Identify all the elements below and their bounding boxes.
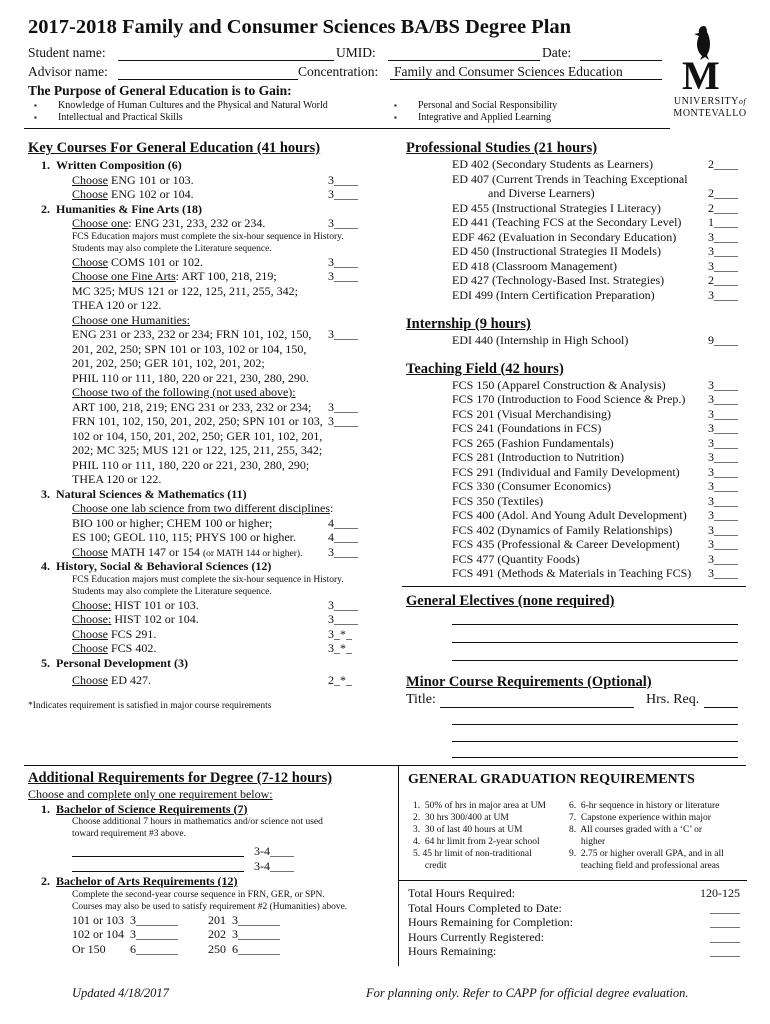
graduation-item: 4. 64 hr limit from 2-year school [413, 837, 540, 847]
bs-note: Choose additional 7 hours in mathematics and/or science not used [72, 817, 323, 827]
gened-section [28, 140, 370, 712]
bs-note: toward requirement #3 above. [72, 829, 186, 839]
graduation-item: 9. 2.75 or higher overall GPA, and in all [569, 849, 724, 859]
gened-s5-title: 5. Personal Development (3) [41, 655, 188, 670]
gened-line: MC 325; MUS 121 or 122, 125, 211, 255, 342; [72, 283, 298, 298]
graduation-item: 6. 6-hr sequence in history or literature [569, 801, 720, 811]
course-row: FCS 402 (Dynamics of Family Relationships) 3____ [452, 522, 738, 537]
course-row: FCS 477 (Quantity Foods) 3____ [452, 551, 738, 566]
professional-list [406, 157, 746, 302]
footnote: *Indicates requirement is satisfied in major course requirements [28, 700, 272, 711]
course-row: FCS 265 (Fashion Fundamentals) 3____ [452, 435, 738, 450]
course-row: and Diverse Learners) 2____ [452, 186, 738, 200]
divider [402, 586, 746, 587]
course-row: FCS 330 (Consumer Economics) 3____ [452, 479, 738, 493]
additional-section [28, 770, 392, 956]
purpose-list-right [394, 100, 557, 124]
gened-row: Choose one Fine Arts: ART 100, 218, 219; 3____ [72, 269, 358, 283]
additional-heading: Additional Requirements for Degree (7-12 hours) [28, 770, 333, 786]
gened-heading: Key Courses For General Education (41 hours) [28, 140, 321, 156]
course-row: FCS 281 (Introduction to Nutrition) 3____ [452, 450, 738, 464]
gened-line: 102 or 104, 150, 201, 202, 250; GER 101, 102, 201, [72, 428, 323, 443]
gened-row: FRN 101, 102, 150, 201, 202, 250; SPN 101 or 103, 3____ [72, 414, 358, 428]
gened-row: Choose one: ENG 231, 233, 232 or 234. 3____ [72, 216, 358, 230]
gened-note: FCS Education majors must complete the six-hour sequence in History. [72, 574, 344, 585]
advisor-row [28, 64, 668, 82]
teaching-heading: Teaching Field (42 hours) [406, 360, 564, 377]
logo-wordmark-bottom: MONTEVALLO [673, 108, 747, 119]
electives-line[interactable] [452, 660, 738, 661]
date-label: Date: [542, 45, 572, 60]
additional-sub: Choose and complete only one requirement below: [28, 787, 273, 801]
electives-line[interactable] [452, 624, 738, 625]
gened-note: Students may also complete the Literature sequence. [72, 243, 272, 254]
gened-line: 201, 202, 250; GER 101, 102, 201, 202; [72, 356, 265, 370]
gened-line: Choose one Humanities: [72, 312, 190, 327]
totals-table [408, 886, 744, 959]
purpose-item: ▪ Intellectual and Practical Skills [34, 112, 328, 124]
logo-wordmark-top: UNIVERSITYof [673, 96, 747, 107]
advisor-label: Advisor name: [28, 64, 108, 79]
course-row: ED 427 (Technology-Based Inst. Strategies) 2____ [452, 273, 738, 287]
graduation-item: credit [413, 861, 447, 871]
graduation-item: 8. All courses graded with a ‘C’ or [569, 825, 703, 835]
ba-note: Courses may also be used to satisfy requirement #2 (Humanities) above. [72, 901, 348, 912]
graduation-list-right [569, 800, 724, 872]
ba-row: 101 or 103 3_______ 201 3_______ [72, 912, 280, 927]
graduation-item: 1. 50% of hrs in major area at UM [413, 801, 546, 811]
minor-line[interactable] [452, 741, 738, 742]
gened-row: Choose ENG 101 or 103. 3____ [72, 172, 358, 187]
graduation-item: higher [569, 837, 606, 847]
internship-heading: Internship (9 hours) [406, 316, 531, 332]
course-row: FCS 150 (Apparel Construction & Analysis) 3____ [452, 377, 738, 392]
logo-monogram: M [682, 53, 720, 98]
gened-line: 201, 202, 250; SPN 101 or 103, 102 or 104, 150, [72, 341, 307, 356]
minor-line[interactable] [452, 757, 738, 758]
course-row: FCS 400 (Adol. And Young Adult Development) 3____ [452, 508, 738, 522]
minor-title-label: Title: [406, 692, 436, 707]
teaching-list [406, 378, 746, 581]
gened-line: Choose one lab science from two different disciplines: [72, 501, 334, 515]
page-title: 2017-2018 Family and Consumer Sciences BA/BS Degree Plan [28, 16, 572, 38]
course-row: FCS 350 (Textiles) 3____ [452, 493, 738, 508]
minor-hrs-field[interactable] [704, 707, 738, 708]
course-row: FCS 491 (Methods & Materials in Teaching FCS) 3____ [452, 566, 738, 580]
course-row: EDF 462 (Evaluation in Secondary Education) 3____ [452, 229, 738, 244]
bs-line: 3-4____ [72, 859, 392, 874]
course-row: ED 407 (Current Trends in Teaching Exceptional [452, 171, 688, 186]
ba-title: 2. Bachelor of Arts Requirements (12) [41, 874, 238, 888]
gened-row: Choose FCS 291. 3_*_ [72, 626, 352, 641]
gened-row: Choose: HIST 102 or 104. 3____ [72, 612, 358, 626]
graduation-item: teaching field and professional areas [569, 861, 720, 871]
student-name-field[interactable] [118, 60, 334, 61]
gened-s1-title: 1. Written Composition (6) [41, 158, 182, 172]
gened-line: THEA 120 or 122. [72, 472, 162, 486]
concentration-underline [390, 79, 662, 80]
course-row: ED 402 (Secondary Students as Learners) 2____ [452, 157, 738, 171]
concentration-label: Concentration: [298, 64, 379, 79]
course-row: FCS 241 (Foundations in FCS) 3____ [452, 421, 738, 435]
electives-heading: General Electives (none required) [406, 593, 615, 609]
ba-note: Complete the second-year course sequence in FRN, GER, or SPN. [72, 889, 325, 900]
minor-line[interactable] [452, 724, 738, 725]
graduation-item: 3. 30 of last 40 hours at UM [413, 825, 523, 835]
course-row: FCS 201 (Visual Merchandising) 3____ [452, 406, 738, 421]
gened-row: BIO 100 or higher; CHEM 100 or higher; 4____ [72, 515, 358, 530]
divider [399, 880, 747, 881]
footer-updated: Updated 4/18/2017 [72, 986, 169, 1000]
gened-line: THEA 120 or 122. [72, 298, 162, 312]
course-row: FCS 291 (Individual and Family Development) 3____ [452, 464, 738, 479]
gened-s3-title: 3. Natural Sciences & Mathematics (11) [41, 486, 247, 501]
gened-line: PHIL 110 or 111, 180, 220 or 221, 230, 280, 290; [72, 457, 310, 472]
graduation-box [398, 766, 747, 966]
student-name-label: Student name: [28, 45, 106, 60]
minor-heading: Minor Course Requirements (Optional) [406, 674, 652, 690]
gened-row: Choose ED 427. 2_*_ [72, 673, 352, 687]
gened-row: Choose COMS 101 or 102. 3____ [72, 254, 358, 269]
ba-row: Or 150 6_______ 250 6_______ [72, 941, 280, 956]
totals-row: Hours Remaining for Completion: _____ [408, 915, 740, 929]
course-row: ED 418 (Classroom Management) 3____ [452, 258, 738, 273]
course-row: EDI 440 (Internship in High School) 9____ [452, 333, 738, 347]
university-logo [660, 20, 760, 119]
gened-row: Choose FCS 402. 3_*_ [72, 641, 352, 655]
gened-s4-title: 4. History, Social & Behavioral Sciences (12) [41, 559, 272, 573]
ba-row: 102 or 104 3_______ 202 3_______ [72, 927, 280, 941]
advisor-field[interactable] [118, 79, 298, 80]
professional-section [406, 140, 746, 581]
graduation-item: 7. Capstone experience within major [569, 813, 711, 823]
gened-row: ENG 231 or 233, 232 or 234; FRN 101, 102, 150, 3____ [72, 327, 358, 341]
gened-row: ART 100, 218, 219; ENG 231 or 233, 232 or 234; 3____ [72, 399, 358, 414]
purpose-item: ▪ Knowledge of Human Cultures and the Physical and Natural World [34, 100, 328, 112]
footer-disclaimer: For planning only. Refer to CAPP for official degree evaluation. [366, 986, 689, 1000]
course-row: EDI 499 (Intern Certification Preparation) 3____ [452, 287, 738, 302]
course-row: FCS 435 (Professional & Career Development) 3____ [452, 537, 738, 551]
bs-blank[interactable] [72, 856, 244, 857]
umid-field[interactable] [388, 60, 540, 61]
gened-line: 202; MC 325; MUS 121 or 122, 125, 211, 255, 342; [72, 443, 323, 457]
course-row: ED 441 (Teaching FCS at the Secondary Level) 1____ [452, 215, 738, 229]
electives-line[interactable] [452, 642, 738, 643]
graduation-item: 5. 45 hr limit of non-traditional [413, 849, 532, 859]
purpose-item: ▪ Personal and Social Responsibility [394, 100, 557, 112]
bs-title: 1. Bachelor of Science Requirements (7) [41, 801, 248, 816]
course-row: ED 450 (Instructional Strategies II Models) 3____ [452, 244, 738, 258]
purpose-list-left [34, 100, 328, 124]
gened-row: Choose: HIST 101 or 103. 3____ [72, 597, 358, 612]
gened-note: Students may also complete the Literature sequence. [72, 586, 272, 597]
purpose-item: ▪ Integrative and Applied Learning [394, 112, 557, 124]
gened-note: FCS Education majors must complete the six-hour sequence in History. [72, 231, 344, 242]
totals-row: Total Hours Completed to Date: _____ [408, 900, 740, 915]
purpose-heading: The Purpose of General Education is to Gain: [28, 83, 292, 98]
graduation-heading: GENERAL GRADUATION REQUIREMENTS [408, 772, 695, 787]
gened-row: Choose ENG 102 or 104. 3____ [72, 187, 358, 201]
totals-row: Total Hours Required: 120-125 [408, 886, 740, 900]
course-row: FCS 170 (Introduction to Food Science & Prep.) 3____ [452, 392, 738, 406]
gened-s2-title: 2. Humanities & Fine Arts (18) [41, 201, 202, 216]
bs-blank[interactable] [72, 871, 244, 872]
umid-label: UMID: [336, 45, 376, 60]
totals-row: Hours Remaining: _____ [408, 944, 740, 958]
student-name-row [28, 45, 668, 63]
bs-line: 3-4____ [72, 844, 392, 859]
graduation-item: 2. 30 hrs 300/400 at UM [413, 813, 509, 823]
date-field[interactable] [580, 60, 662, 61]
professional-heading: Professional Studies (21 hours) [406, 140, 598, 156]
header-divider [24, 128, 670, 129]
minor-hrs-label: Hrs. Req. [646, 692, 700, 707]
gened-line: Choose two of the following (not used above): [72, 385, 296, 399]
course-row: ED 455 (Instructional Strategies I Literacy) 2____ [452, 200, 738, 215]
totals-row: Hours Currently Registered: _____ [408, 929, 740, 944]
concentration-value: Family and Consumer Sciences Education [394, 64, 623, 79]
graduation-list-left [413, 800, 546, 872]
gened-row: ES 100; GEOL 110, 115; PHYS 100 or higher. 4____ [72, 530, 358, 544]
minor-title-field[interactable] [440, 707, 634, 708]
gened-row: Choose MATH 147 or 154 (or MATH 144 or higher). 3____ [72, 544, 358, 559]
gened-line: PHIL 110 or 111, 180, 220 or 221, 230, 280, 290. [72, 370, 309, 385]
